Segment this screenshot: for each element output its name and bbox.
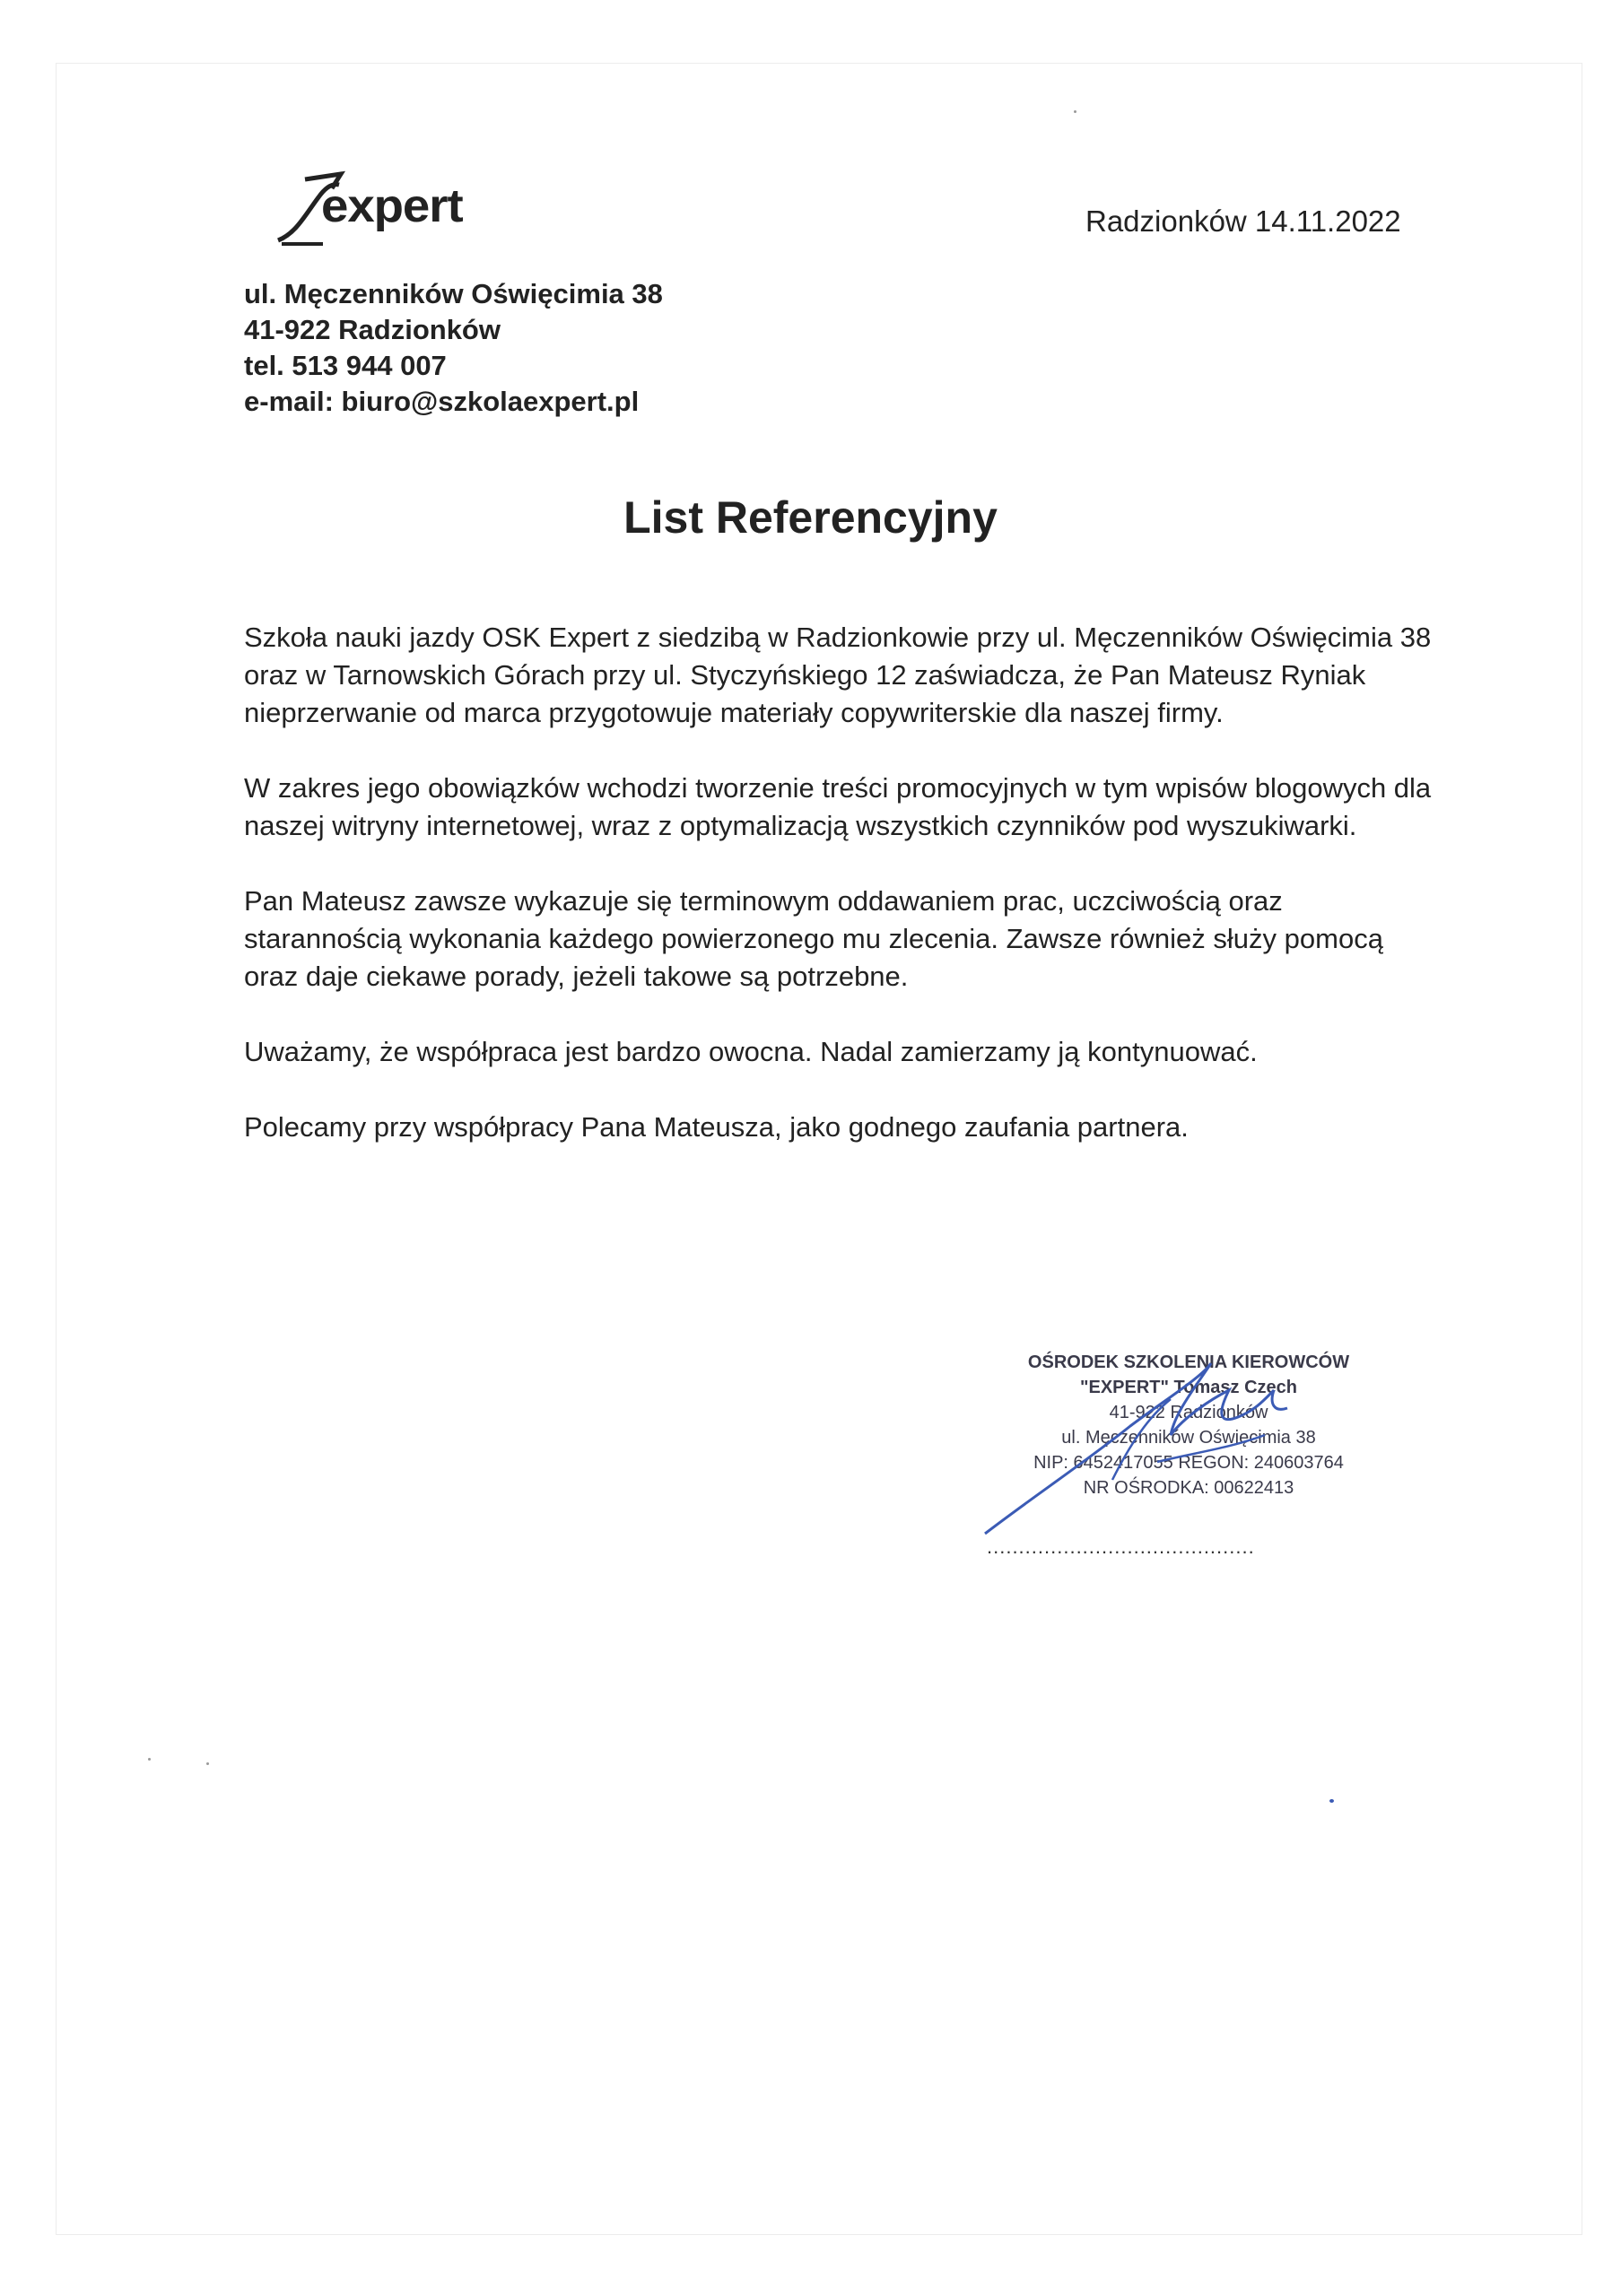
body-paragraph: Pan Mateusz zawsze wykazuje się terminowym oddawaniem prac, uczciwością oraz starannością wykonania każdego powierzonego mu zlecenia. Zawsze również służy pomocą oraz daje ciekawe porady, jeżeli takowe są potrzebne. — [244, 885, 1383, 992]
body-paragraph: Uważamy, że współpraca jest bardzo owocna. Nadal zamierzamy ją kontynuować. — [244, 1036, 1258, 1067]
logo-text: expert — [321, 180, 463, 232]
scan-speck — [206, 1762, 209, 1765]
address-phone: tel. 513 944 007 — [244, 350, 447, 381]
address-street: ul. Męczenników Oświęcimia 38 — [244, 278, 663, 309]
stamp-line: ul. Męczenników Oświęcimia 38 — [1061, 1428, 1316, 1448]
stamp-line: 41-922 Radzionków — [1109, 1403, 1268, 1422]
scan-speck — [148, 1758, 151, 1761]
letter-title: List Referencyjny — [623, 492, 998, 543]
sender-address — [244, 276, 663, 420]
address-city: 41-922 Radzionków — [244, 314, 501, 345]
scan-speck — [1329, 1799, 1334, 1803]
body-paragraph: Szkoła nauki jazdy OSK Expert z siedzibą w Radzionkowie przy ul. Męczenników Oświęcimia 38 oraz w Tarnowskich Górach przy ul. Styczyńskiego 12 zaświadcza, że Pan Mateusz Ryniak nieprzerwanie od marca przygotowuje materiały copywriterskie dla naszej firmy. — [244, 622, 1432, 728]
letter-date: Radzionków 14.11.2022 — [1085, 204, 1401, 238]
body-paragraph: Polecamy przy współpracy Pana Mateusza, jako godnego zaufania partnera. — [244, 1111, 1189, 1143]
signature-line: .......................................... — [987, 1535, 1255, 1558]
company-stamp — [991, 1350, 1386, 1547]
company-logo — [269, 161, 475, 251]
body-paragraph: W zakres jego obowiązków wchodzi tworzenie treści promocyjnych w tym wpisów blogowych dla naszej witryny internetowej, wraz z optymalizacją wszystkich czynników pod wyszukiwarki. — [244, 772, 1432, 841]
address-email: e-mail: biuro@szkolaexpert.pl — [244, 386, 640, 417]
stamp-line: NIP: 6452417055 REGON: 240603764 — [1033, 1453, 1344, 1473]
letter-body — [244, 619, 1437, 1184]
stamp-line: "EXPERT" Tomasz Czech — [1080, 1378, 1297, 1397]
stamp-line: NR OŚRODKA: 00622413 — [1083, 1478, 1294, 1498]
stamp-line: OŚRODEK SZKOLENIA KIEROWCÓW — [1027, 1352, 1350, 1372]
scan-speck — [1074, 110, 1076, 113]
